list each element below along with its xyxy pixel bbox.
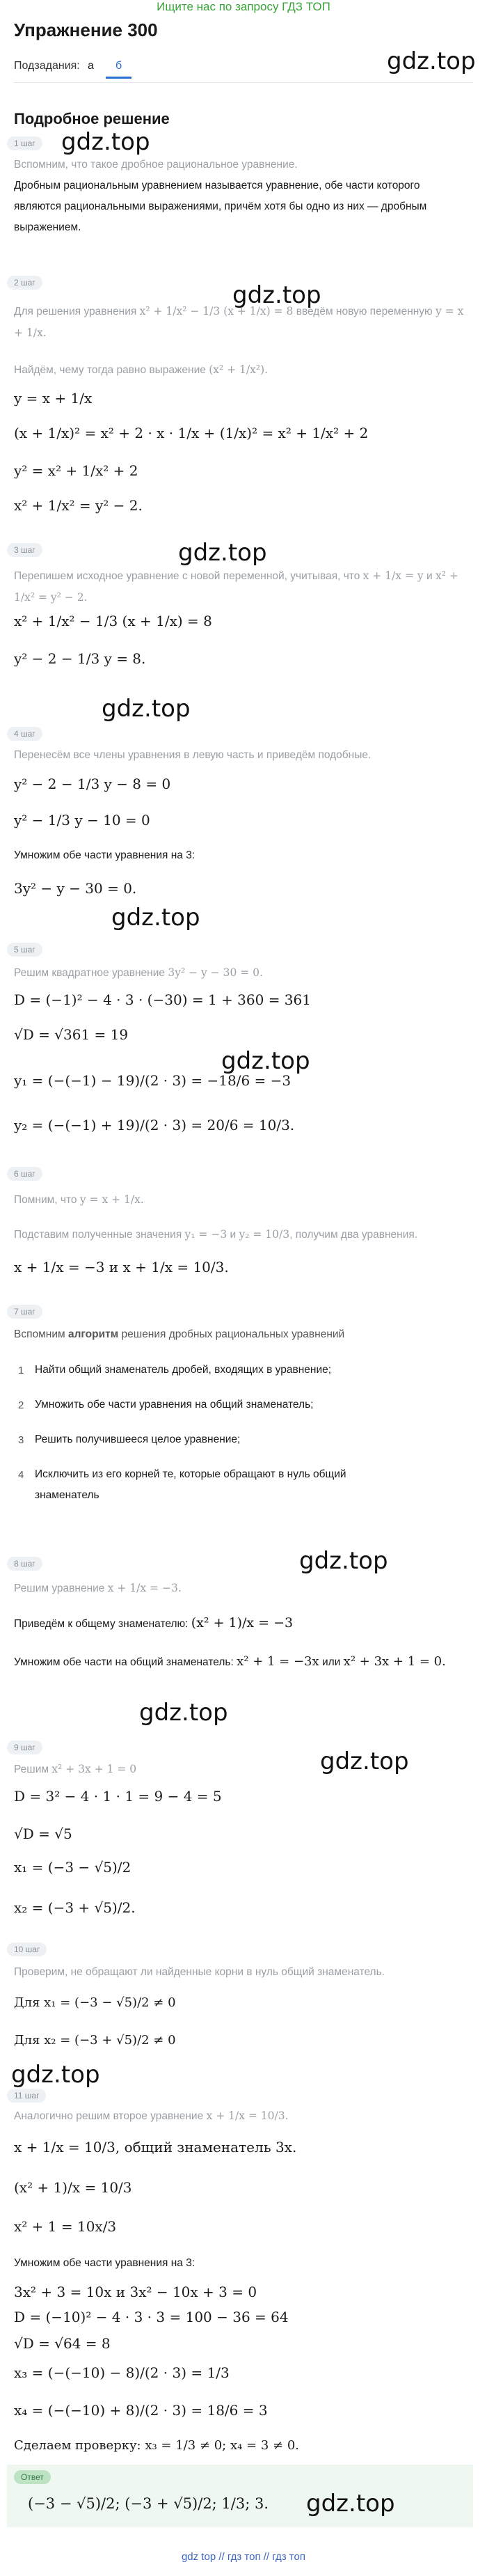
math-line: y = x + 1/x <box>14 390 93 407</box>
step-badge: 1 шаг <box>7 136 42 150</box>
step-badge: 6 шаг <box>7 1167 42 1181</box>
step7-intro-a: Вспомним <box>14 1328 65 1340</box>
watermark: gdz.top <box>387 47 476 75</box>
list-number: 3 <box>18 1434 24 1446</box>
step6-y1: y₁ = −3 <box>184 1228 227 1241</box>
math-inline: (x² + 1)/x = −3 <box>191 1615 294 1631</box>
math-line: √D = √5 <box>14 1825 72 1842</box>
step5-intro <box>14 962 466 984</box>
list-item: Решить получившееся целое уравнение; <box>35 1434 241 1445</box>
step-badge: 8 шаг <box>7 1557 42 1571</box>
watermark: gdz.top <box>232 281 321 309</box>
answer-badge: Ответ <box>14 2470 51 2484</box>
step10-intro: Проверим, не обращают ли найденные корни в нуль общий знаменатель. <box>14 1966 385 1978</box>
math-line: x + 1/x = 10/3, общий знаменатель 3x. <box>14 2139 297 2155</box>
top-banner-link[interactable]: Ищите нас по запросу ГДЗ ТОП <box>157 0 330 13</box>
step6-substitute-c: , получим два уравнения. <box>289 1229 418 1241</box>
step2-intro-b: введём новую переменную <box>296 306 433 317</box>
math-line: x₄ = (−(−10) + 8)/(2 · 3) = 18/6 = 3 <box>14 2402 268 2419</box>
math-line: y² − 2 − 1/3 y = 8. <box>14 650 146 667</box>
list-item: Найти общий знаменатель дробей, входящих в уравнение; <box>35 1364 332 1376</box>
step3-intro <box>14 565 466 608</box>
math-line: D = (−10)² − 4 · 3 · 3 = 100 − 36 = 64 <box>14 2309 289 2325</box>
math-line: (x + 1/x)² = x² + 2 · x · 1/x + (1/x)² = x² + 1/x² + 2 <box>14 425 369 441</box>
step3-intro-expr2: x² + 1/x² = y² − 2. <box>14 570 458 604</box>
math-line: y₂ = (−(−1) + 19)/(2 · 3) = 20/6 = 10/3. <box>14 1117 295 1133</box>
watermark: gdz.top <box>306 2490 395 2518</box>
step6-recall-expr: y = x + 1/x. <box>79 1193 144 1206</box>
step2-find-expr: (x² + 1/x²). <box>209 363 269 376</box>
list-number: 1 <box>18 1365 24 1376</box>
watermark: gdz.top <box>178 539 267 567</box>
answer-text: (−3 − √5)/2; (−3 + √5)/2; 1/3; 3. <box>28 2495 269 2512</box>
footer-links[interactable]: gdz top // гдз топ // гдз топ <box>181 2551 306 2563</box>
math-line: y² = x² + 1/x² + 2 <box>14 462 138 479</box>
subtasks-label: Подзадания: <box>14 60 80 72</box>
step3-intro-expr1: x + 1/x = y <box>362 570 424 582</box>
math-line: x + 1/x = −3 и x + 1/x = 10/3. <box>14 1259 229 1275</box>
step5-intro-expr: 3y² − y − 30 = 0. <box>168 966 263 979</box>
step-badge: 4 шаг <box>7 727 42 741</box>
step8-intro <box>14 1578 466 1599</box>
watermark: gdz.top <box>221 1047 310 1075</box>
watermark: gdz.top <box>139 1699 228 1727</box>
step-badge: 7 шаг <box>7 1305 42 1319</box>
step6-recall-text: Помним, что <box>14 1194 77 1206</box>
math-inline: x² + 1 = −3x <box>237 1654 319 1669</box>
step6-recall <box>14 1189 466 1211</box>
watermark: gdz.top <box>11 2061 100 2089</box>
math-inline: x² + 3x + 1 = 0. <box>343 1654 446 1669</box>
list-number: 2 <box>18 1399 24 1411</box>
step9-intro-expr: x² + 3x + 1 = 0 <box>51 1763 137 1775</box>
page-title: Упражнение 300 <box>14 19 158 40</box>
step9-intro-text: Решим <box>14 1764 49 1775</box>
step6-substitute <box>14 1224 466 1246</box>
math-line: x₁ = (−3 − √5)/2 <box>14 1859 131 1876</box>
step2-find <box>14 359 466 381</box>
watermark: gdz.top <box>102 695 191 723</box>
step-badge: 11 шаг <box>7 2089 46 2103</box>
step7-intro-c: решения дробных рациональных уравнений <box>121 1328 345 1340</box>
step6-substitute-b: и <box>230 1229 237 1241</box>
subtask-tab-b[interactable]: б <box>106 56 131 79</box>
step11-multiply: Умножим обе части уравнения на 3: <box>14 2257 195 2269</box>
step8-common-text: Приведём к общему знаменателю: <box>14 1618 189 1630</box>
step7-algorithm: алгоритм <box>67 1328 119 1340</box>
math-line: y₁ = (−(−1) − 19)/(2 · 3) = −18/6 = −3 <box>14 1072 292 1089</box>
math-line: x² + 1/x² − 1/3 (x + 1/x) = 8 <box>14 613 212 629</box>
step3-intro-b: и <box>426 570 433 582</box>
step4-intro: Перенесём все члены уравнения в левую часть и приведём подобные. <box>14 749 372 761</box>
step3-intro-a: Перепишем исходное уравнение с новой переменной, учитывая, что <box>14 570 360 582</box>
step6-substitute-a: Подставим полученные значения <box>14 1229 182 1241</box>
math-line: √D = √64 = 8 <box>14 2335 111 2352</box>
watermark: gdz.top <box>111 904 200 932</box>
math-line: (x² + 1)/x = 10/3 <box>14 2179 132 2196</box>
math-line: y² − 2 − 1/3 y − 8 = 0 <box>14 776 171 792</box>
math-line: D = (−1)² − 4 · 3 · (−30) = 1 + 360 = 361 <box>14 991 311 1008</box>
math-line: Для x₂ = (−3 + √5)/2 ≠ 0 <box>14 2033 176 2048</box>
step7-intro <box>14 1324 466 1345</box>
step8-multiply <box>14 1651 466 1673</box>
step-badge: 5 шаг <box>7 943 42 957</box>
step11-intro-text: Аналогично решим второе уравнение <box>14 2110 204 2122</box>
math-line: 3x² + 3 = 10x и 3x² − 10x + 3 = 0 <box>14 2284 257 2300</box>
step2-new-variable: y = x + 1/x. <box>14 305 464 339</box>
step8-intro-expr: x + 1/x = −3. <box>107 1582 182 1594</box>
step8-multiply-text: Умножим обе части на общий знаменатель: <box>14 1656 234 1668</box>
math-line: √D = √361 = 19 <box>14 1026 129 1043</box>
math-line: x² + 1/x² = y² − 2. <box>14 497 143 514</box>
list-number: 4 <box>18 1469 24 1481</box>
step2-equation: x² + 1/x² − 1/3 (x + 1/x) = 8 <box>139 305 294 317</box>
step-badge: 3 шаг <box>7 543 42 557</box>
step1-definition: Дробным рациональным уравнением называется уравнение, обе части которого являются рациональными выражениями, причём хотя бы одно из них — дробным выражением. <box>14 180 427 233</box>
step11-intro <box>14 2105 466 2127</box>
step4-multiply: Умножим обе части уравнения на 3: <box>14 849 195 861</box>
step11-intro-expr: x + 1/x = 10/3. <box>206 2110 289 2122</box>
step5-intro-text: Решим квадратное уравнение <box>14 967 166 979</box>
watermark: gdz.top <box>61 128 150 156</box>
step9-intro <box>14 1759 466 1780</box>
step8-common <box>14 1612 466 1635</box>
step2-intro-a: Для решения уравнения <box>14 306 137 317</box>
list-item: Исключить из его корней те, которые обращают в нуль общий знаменатель <box>35 1468 346 1501</box>
math-line: 3y² − y − 30 = 0. <box>14 880 137 897</box>
watermark: gdz.top <box>299 1547 388 1575</box>
math-line: x₃ = (−(−10) − 8)/(2 · 3) = 1/3 <box>14 2364 230 2381</box>
subtask-tab-a[interactable]: а <box>88 60 94 72</box>
watermark: gdz.top <box>320 1748 409 1775</box>
math-line: D = 3² − 4 · 1 · 1 = 9 − 4 = 5 <box>14 1788 222 1805</box>
math-line: x² + 1 = 10x/3 <box>14 2218 117 2235</box>
math-line: Сделаем проверку: x₃ = 1/3 ≠ 0; x₄ = 3 ≠ 0. <box>14 2438 300 2453</box>
math-line: y² − 1/3 y − 10 = 0 <box>14 812 150 828</box>
divider <box>14 82 473 83</box>
step8-intro-text: Решим уравнение <box>14 1582 105 1594</box>
list-item: Умножить обе части уравнения на общий знаменатель; <box>35 1399 314 1411</box>
step1-intro: Вспомним, что такое дробное рациональное уравнение. <box>14 159 298 171</box>
solution-title: Подробное решение <box>14 110 170 127</box>
step-badge: 2 шаг <box>7 276 42 290</box>
step-badge: 10 шаг <box>7 1942 47 1956</box>
math-line: Для x₁ = (−3 − √5)/2 ≠ 0 <box>14 1995 176 2010</box>
step2-find-text: Найдём, чему тогда равно выражение <box>14 364 206 376</box>
step-badge: 9 шаг <box>7 1741 42 1754</box>
step6-y2: y₂ = 10/3 <box>239 1228 290 1241</box>
step8-or: или <box>321 1656 341 1668</box>
math-line: x₂ = (−3 + √5)/2. <box>14 1899 136 1916</box>
